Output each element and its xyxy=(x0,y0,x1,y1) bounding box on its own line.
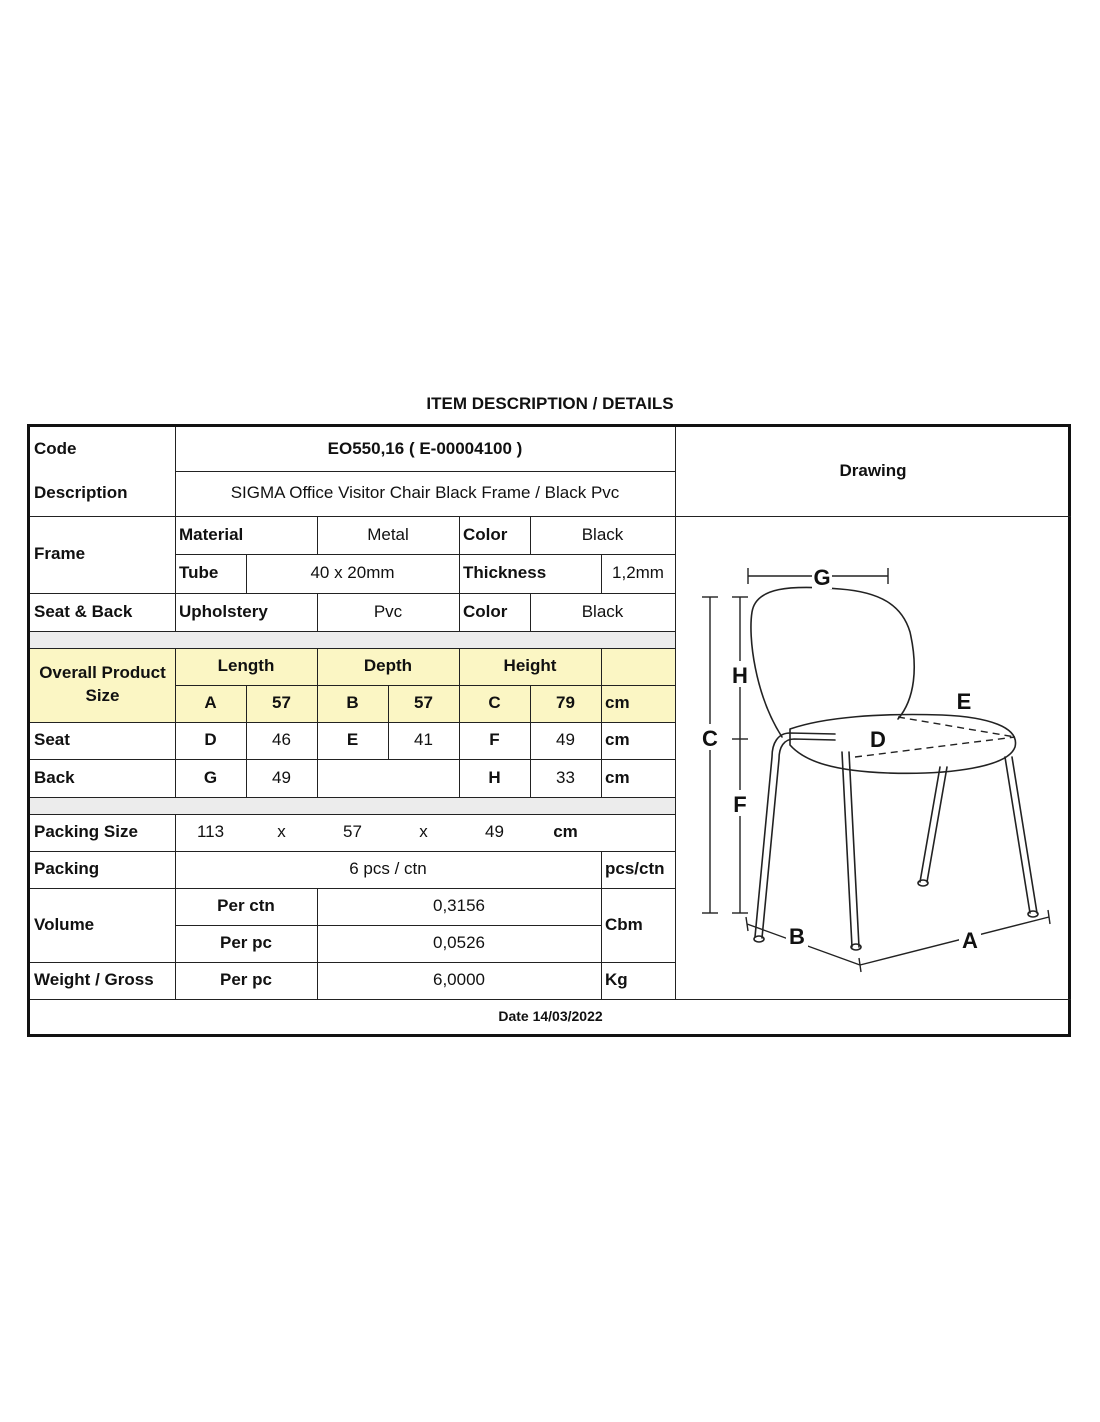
upholstery-value: Pvc xyxy=(373,601,403,621)
tube-value: 40 x 20mm xyxy=(310,563,395,583)
dim-code-d: D xyxy=(204,730,217,750)
dimension-label-e: E xyxy=(956,689,972,714)
packing-label: Packing xyxy=(34,859,100,879)
frame-color-value: Black xyxy=(581,524,624,544)
volume-label: Volume xyxy=(34,914,95,934)
thickness-label: Thickness xyxy=(463,563,547,583)
per-pc-value: 0,0526 xyxy=(433,933,485,953)
weight-label: Weight / Gross xyxy=(34,970,154,990)
packing-height: 49 xyxy=(485,822,504,842)
back-unit: cm xyxy=(605,767,630,787)
dim-code-e: E xyxy=(346,730,359,750)
dim-code-a: A xyxy=(204,693,217,713)
per-ctn-value: 0,3156 xyxy=(433,896,485,916)
dimension-line-a xyxy=(860,917,1049,965)
dim-value-e: 41 xyxy=(414,730,433,750)
chair-drawing xyxy=(30,427,1071,999)
material-label: Material xyxy=(179,524,244,544)
date-footer: Date 14/03/2022 xyxy=(498,1008,603,1025)
dimension-label-h: H xyxy=(732,663,748,688)
frame-label: Frame xyxy=(34,544,86,564)
dim-value-g: 49 xyxy=(272,767,291,787)
packing-length: 113 xyxy=(196,822,225,842)
dim-code-f: F xyxy=(489,730,500,750)
chair-leg-back-right xyxy=(920,767,947,882)
code-label: Code xyxy=(34,438,77,458)
depth-header: Depth xyxy=(363,656,413,676)
weight-unit: Kg xyxy=(605,970,628,990)
seat-back-label: Seat & Back xyxy=(34,601,133,621)
dim-code-b: B xyxy=(346,693,359,713)
dim-code-g: G xyxy=(203,767,218,787)
description-label: Description xyxy=(34,483,128,503)
weight-value: 6,0000 xyxy=(433,970,485,990)
dim-code-c: C xyxy=(488,693,501,713)
dimension-label-a: A xyxy=(962,928,978,953)
packing-depth: 57 xyxy=(343,822,362,842)
drawing-label: Drawing xyxy=(839,461,907,481)
dimension-label-c: C xyxy=(702,726,718,751)
thickness-value: 1,2mm xyxy=(612,563,664,583)
chair-foot xyxy=(918,880,928,886)
dimension-label-f: F xyxy=(733,792,747,817)
dim-value-b: 57 xyxy=(414,693,433,713)
chair-foot xyxy=(754,936,764,942)
dim-value-h: 33 xyxy=(556,767,575,787)
seat-unit: cm xyxy=(605,730,630,750)
per-ctn-label: Per ctn xyxy=(217,896,275,916)
code-value: EO550,16 ( E-00004100 ) xyxy=(327,438,523,458)
dim-value-f: 49 xyxy=(556,730,575,750)
document-title: ITEM DESCRIPTION / DETAILS xyxy=(426,394,674,413)
packing-unit: pcs/ctn xyxy=(605,859,665,879)
volume-unit: Cbm xyxy=(605,914,643,934)
height-header: Height xyxy=(503,656,557,676)
chair-foot xyxy=(1028,911,1038,917)
packing-size-unit: cm xyxy=(553,822,578,842)
back-label: Back xyxy=(34,767,75,787)
packing-x-2: x xyxy=(419,822,428,842)
grid-line xyxy=(30,999,1071,1000)
seat-color-label: Color xyxy=(463,601,508,621)
dim-value-c: 79 xyxy=(556,693,575,713)
description-value: SIGMA Office Visitor Chair Black Frame / Black Pvc xyxy=(230,483,620,503)
dim-value-a: 57 xyxy=(272,693,291,713)
packing-size-label: Packing Size xyxy=(34,822,138,842)
dim-code-h: H xyxy=(488,767,501,787)
seat-label: Seat xyxy=(34,730,70,750)
material-value: Metal xyxy=(367,524,409,544)
chair-leg-front-left xyxy=(842,752,859,947)
chair-frame-inner xyxy=(762,739,835,938)
packing-value: 6 pcs / ctn xyxy=(349,859,427,879)
spec-sheet xyxy=(27,424,1071,1037)
tube-label: Tube xyxy=(179,563,219,583)
weight-per-pc-label: Per pc xyxy=(220,970,272,990)
chair-leg-front-right xyxy=(1005,757,1037,913)
dim-value-d: 46 xyxy=(272,730,291,750)
seat-color-value: Black xyxy=(581,601,624,621)
dimension-line-e xyxy=(898,717,1015,737)
frame-color-label: Color xyxy=(463,524,508,544)
packing-x-1: x xyxy=(277,822,286,842)
dimension-label-g: G xyxy=(813,565,831,590)
chair-seat xyxy=(790,715,1016,774)
per-pc-label: Per pc xyxy=(220,933,272,953)
upholstery-label: Upholstery xyxy=(179,601,268,621)
overall-unit: cm xyxy=(605,693,630,713)
length-header: Length xyxy=(217,656,275,676)
overall-size-label: Overall Product Size xyxy=(39,663,166,705)
dimension-label-d: D xyxy=(870,727,886,752)
dimension-label-b: B xyxy=(789,924,805,949)
